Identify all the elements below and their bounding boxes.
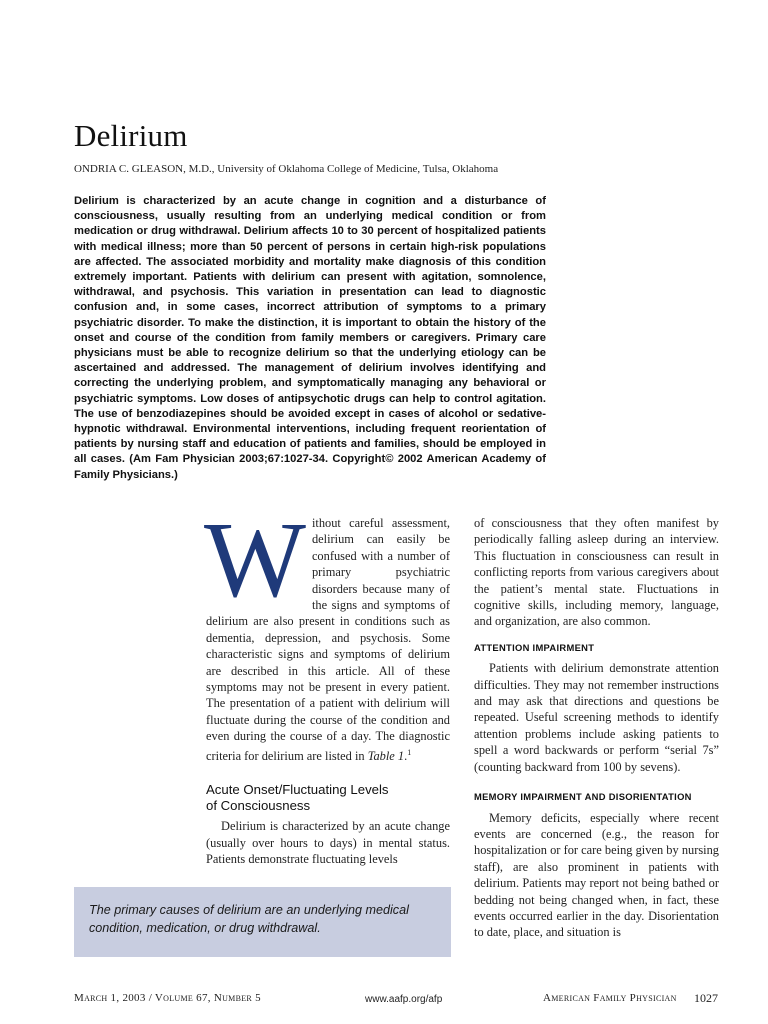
pull-quote-callout	[74, 887, 451, 957]
body-column-left	[204, 501, 450, 867]
footnote-mark: 1	[407, 747, 412, 757]
subhead-attention-impairment: ATTENTION IMPAIRMENT	[474, 641, 595, 653]
body-column-right	[474, 515, 719, 941]
footer-url: www.aafp.org/afp	[365, 994, 443, 1005]
section-heading-line-1: Acute Onset/Fluctuating Levels	[206, 782, 389, 798]
footer-journal: American Family Physician	[543, 992, 677, 1004]
author-byline: ONDRIA C. GLEASON, M.D., University of Oklahoma College of Medicine, Tulsa, Oklahoma	[74, 163, 499, 175]
memory-paragraph: Memory deficits, especially where recent events are concerned (e.g., the reason for hospitalization or for care being given by nursing staff), are also prominent in patients with delirium. Patients may report not being bathed or bedding not being changed when, in fact, these events occurred earlier in the day. Disorientation to date, place, and situation is	[474, 810, 719, 940]
table-reference: Table 1	[367, 748, 405, 763]
footer-issue: March 1, 2003 / Volume 67, Number 5	[74, 992, 261, 1004]
drop-cap: W	[204, 501, 306, 620]
intro-text: ithout careful assessment, delirium can easily be confused with a number of primary psychiatric disorders because many of the signs and symptoms of delirium are also present in conditions such as dementia, depression, and psychosis. Some characteristic signs and symptoms of delirium are described in this article. All of these symptoms may not be present in every patient. The presentation of a patient with delirium will fluctuate during the course of the condition and even during the course of a day. The diagnostic criteria for delirium are listed in	[206, 516, 450, 763]
section-heading-acute-onset	[206, 782, 450, 814]
section1-paragraph-continued: of consciousness that they often manifest by periodically falling asleep during an interview. This fluctuation in consciousness can result in conflicting reports from various caregivers about the patient’s mental state. Fluctuations in cognitive skills, including memory, language, and organization, are also common.	[474, 516, 719, 629]
table-reference-tail: .	[404, 748, 408, 763]
page-number: 1027	[694, 991, 718, 1005]
attention-paragraph: Patients with delirium demonstrate attention difficulties. They may not remember instructions and may ask that directions and questions be repeated. Useful screening methods to identify attention problems include asking patients to spell a word backwards or perform “serial 7s” (counting backward from 100 by sevens).	[474, 661, 719, 774]
callout-text: The primary causes of delirium are an underlying medical condition, medication, or drug withdrawal.	[89, 903, 409, 935]
section1-paragraph: Delirium is characterized by an acute change (usually over hours to days) in mental status. Patients demonstrate fluctuating levels	[206, 819, 450, 867]
intro-paragraph	[204, 501, 450, 764]
subhead-memory-impairment: MEMORY IMPAIRMENT AND DISORIENTATION	[474, 791, 692, 803]
article-title: Delirium	[74, 118, 188, 153]
section-heading-line-2: of Consciousness	[206, 798, 311, 814]
abstract: Delirium is characterized by an acute change in cognition and a disturbance of consciousness, usually resulting from an underlying medical condition or from medication or drug withdrawal. Delirium affects 10 to 30 percent of hospitalized patients with medical illness; more than 50 percent of persons in certain high-risk populations are affected. The associated morbidity and mortality make diagnosis of this condition extremely important. Patients with delirium can present with agitation, somnolence, withdrawal, and psychosis. This variation in presentation can lead to diagnostic confusion and, in some cases, incorrect attribution of symptoms to a primary psychiatric disorder. To make the distinction, it is important to obtain the history of the onset and course of the condition from family members or caregivers. Primary care physicians must be able to recognize delirium so that the underlying etiology can be ascertained and addressed. The management of delirium involves identifying and correcting the underlying problem, and symptomatically managing any behavioral or psychiatric symptoms. Low doses of antipsychotic drugs can help to control agitation. The use of benzodiazepines should be avoided except in cases of alcohol or sedative-hypnotic withdrawal. Environmental interventions, including frequent reorientation of patients by nursing staff and education of patients and families, should be employed in all cases. (Am Fam Physician 2003;67:1027-34. Copyright© 2002 American Academy of Family Physicians.)	[74, 195, 546, 481]
